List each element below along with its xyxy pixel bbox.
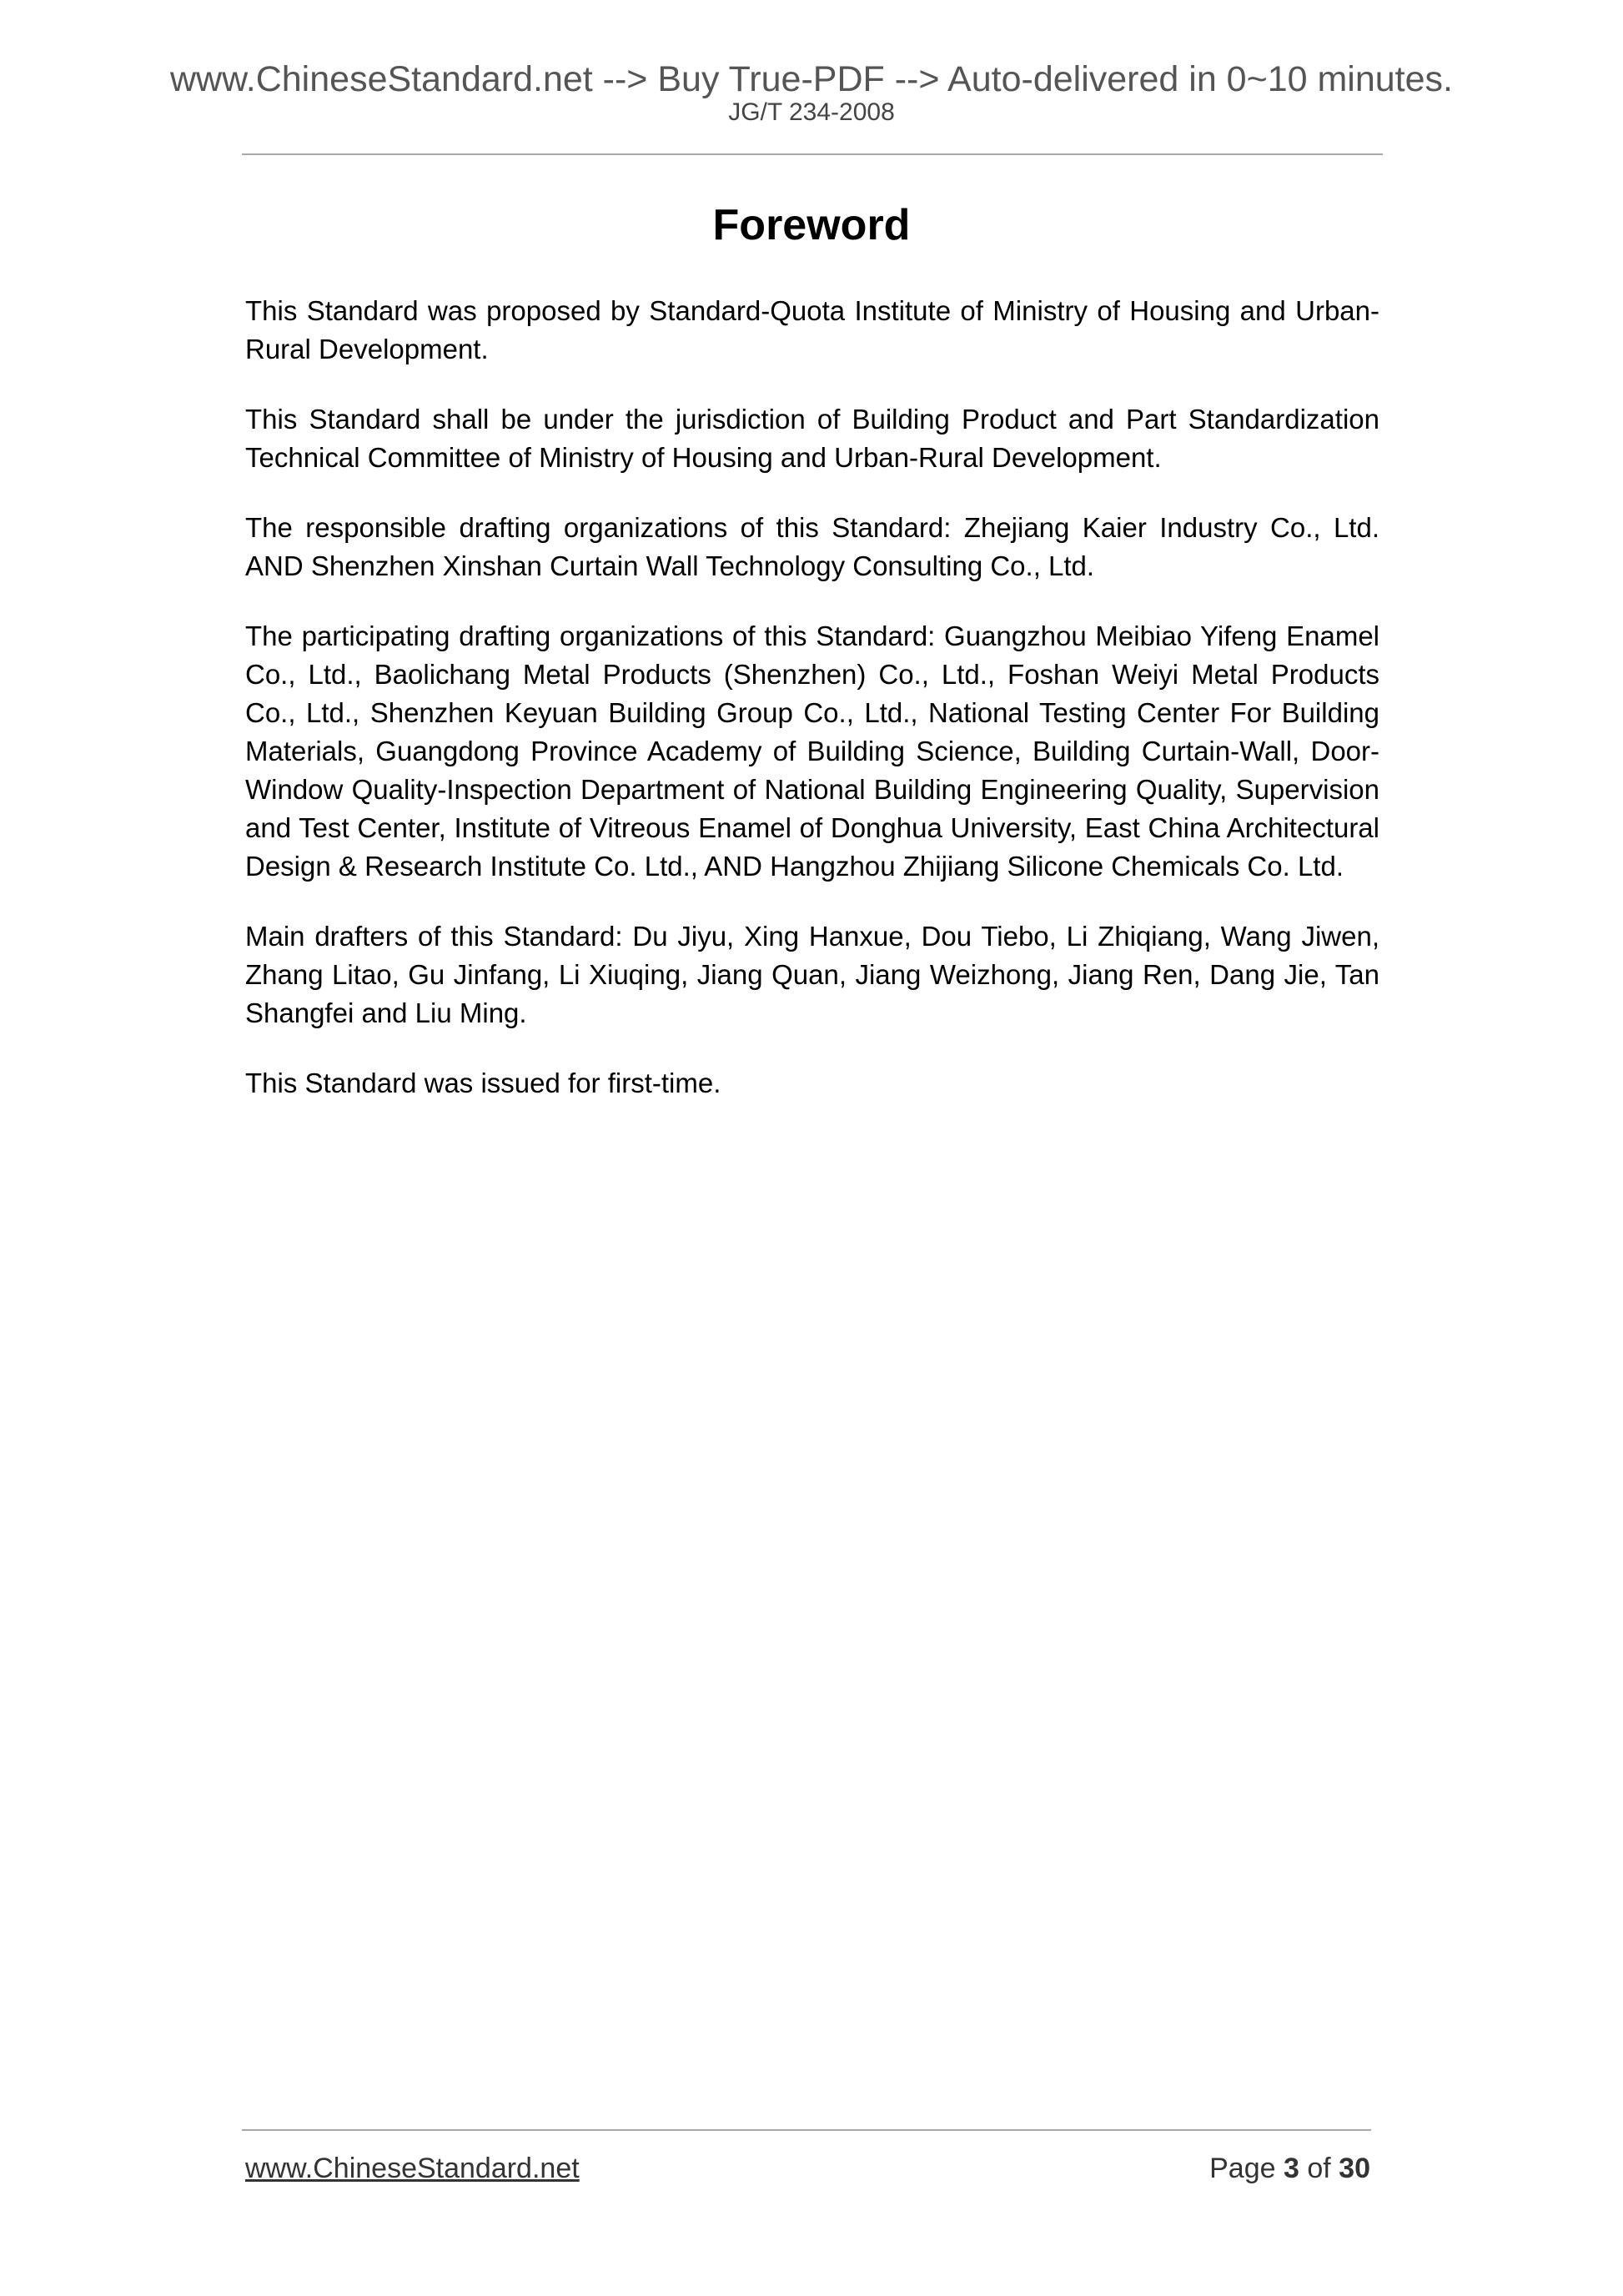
- page-total: 30: [1339, 2153, 1370, 2184]
- paragraph-jurisdiction: This Standard shall be under the jurisdiction of Building Product and Part Standardization Technical Committee of Ministry of Housing and Urban-Rural Development.: [245, 404, 1379, 473]
- site-banner: www.ChineseStandard.net --> Buy True-PDF --> Auto-delivered in 0~10 minutes.: [169, 59, 1453, 99]
- paragraph-responsible-organizations: The responsible drafting organizations of this Standard: Zhejiang Kaier Industry Co., Ltd. AND Shenzhen Xinshan Curtain Wall Technology Consulting Co., Ltd.: [245, 512, 1379, 581]
- page-word: Page: [1209, 2153, 1276, 2184]
- page-current: 3: [1283, 2153, 1299, 2184]
- paragraph-participating-organizations: The participating drafting organizations of this Standard: Guangzhou Meibiao Yifeng Enamel Co., Ltd., Baolichang Metal Products (Shenzhen) Co., Ltd., Foshan Weiyi Metal Products Co., Ltd., Shenzhen Keyuan Building Group Co., Ltd., National Testing Center For Building Materials, Guangdong Province Academy of Building Science, Building Curtain-Wall, Door-Window Quality-Inspection Department of National Building Engineering Quality, Supervision and Test Center, Institute of Vitreous Enamel of Donghua University, East China Architectural Design & Research Institute Co. Ltd., AND Hangzhou Zhijiang Silicone Chemicals Co. Ltd.: [245, 620, 1379, 882]
- header-divider: [242, 153, 1383, 155]
- foreword-body: [245, 292, 1379, 1134]
- footer-divider: [242, 2129, 1371, 2131]
- paragraph-issue-note: This Standard was issued for first-time.: [245, 1068, 721, 1098]
- paragraph-main-drafters: Main drafters of this Standard: Du Jiyu, Xing Hanxue, Dou Tiebo, Li Zhiqiang, Wang Jiwen, Zhang Litao, Gu Jinfang, Li Xiuqing, Jiang Quan, Jiang Weizhong, Jiang Ren, Dang Jie, Tan Shangfei and Liu Ming.: [245, 921, 1379, 1028]
- page-of: of: [1307, 2153, 1331, 2184]
- document-code: JG/T 234-2008: [728, 98, 895, 126]
- page-title: Foreword: [712, 201, 911, 249]
- page-indicator: [1209, 2154, 1370, 2183]
- footer-site-link[interactable]: www.ChineseStandard.net: [245, 2153, 580, 2184]
- paragraph-proposed-by: This Standard was proposed by Standard-Quota Institute of Ministry of Housing and Urban-Rural Development.: [245, 295, 1379, 364]
